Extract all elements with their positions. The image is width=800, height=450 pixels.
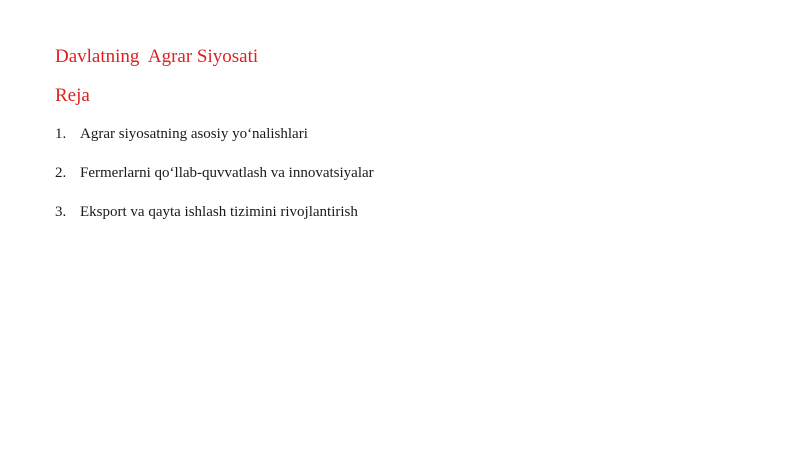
slide-subtitle: Reja: [55, 85, 90, 106]
plan-item-number: 3.: [55, 204, 67, 220]
plan-item-2: [55, 163, 374, 202]
plan-item-number: 2.: [55, 165, 67, 181]
slide-title: Davlatning Agrar Siyosati: [55, 46, 259, 67]
plan-item-text: Eksport va qayta ishlash tizimini rivojlantirish: [80, 204, 358, 220]
plan-item-3: [55, 202, 374, 241]
plan-list: [55, 124, 374, 241]
plan-item-1: [55, 124, 374, 163]
plan-item-text: Agrar siyosatning asosiy yo‘nalishlari: [80, 126, 308, 142]
plan-item-text: Fermerlarni qo‘llab-quvvatlash va innovatsiyalar: [80, 165, 374, 181]
plan-item-number: 1.: [55, 126, 67, 142]
